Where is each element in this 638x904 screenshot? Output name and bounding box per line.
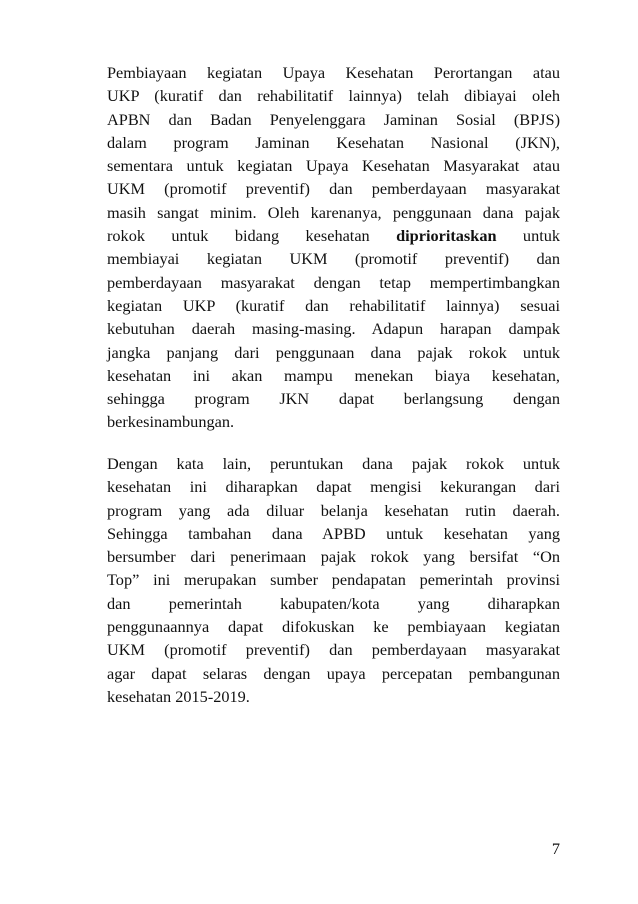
paragraph-2 <box>107 452 560 708</box>
text-line: membiayai kegiatan UKM (promotif preventif) dan <box>107 249 560 269</box>
text-line: APBN dan Badan Penyelenggara Jaminan Sosial (BPJS) <box>107 109 560 129</box>
paragraph-1 <box>107 61 560 434</box>
emphasized-word: diprioritaskan <box>396 226 497 246</box>
text-segment: untuk <box>522 226 561 246</box>
text-line: berkesinambungan. <box>107 412 235 432</box>
page-number: 7 <box>551 839 560 858</box>
text-line: Pembiayaan kegiatan Upaya Kesehatan Perortangan atau <box>107 63 560 82</box>
text-line-with-emphasis <box>107 224 560 247</box>
text-line: kesehatan ini akan mampu menekan biaya kesehatan, <box>107 365 560 385</box>
text-line: penggunaannya dapat difokuskan ke pembiayaan kegiatan <box>107 617 560 637</box>
text-line: jangka panjang dari penggunaan dana pajak rokok untuk <box>107 342 560 362</box>
text-line: masih sangat minim. Oleh karenanya, penggunaan dana pajak <box>107 202 560 222</box>
text-line: pemberdayaan masyarakat dengan tetap mempertimbangkan <box>107 272 560 292</box>
text-line: UKP (kuratif dan rehabilitatif lainnya) telah dibiayai oleh <box>107 86 560 106</box>
text-line: bersumber dari penerimaan pajak rokok yang bersifat “On <box>107 547 560 567</box>
text-line: UKM (promotif preventif) dan pemberdayaan masyarakat <box>107 640 560 660</box>
text-line: kesehatan ini diharapkan dapat mengisi kekurangan dari <box>107 477 560 497</box>
text-line: sehingga program JKN dapat berlangsung dengan <box>107 389 560 409</box>
text-line: Dengan kata lain, peruntukan dana pajak rokok untuk <box>107 454 560 473</box>
text-line: sementara untuk kegiatan Upaya Kesehatan Masyarakat atau <box>107 156 560 176</box>
text-segment: rokok untuk bidang kesehatan <box>107 226 370 246</box>
text-line: kegiatan UKP (kuratif dan rehabilitatif lainnya) sesuai <box>107 295 560 315</box>
text-line: dalam program Jaminan Kesehatan Nasional (JKN), <box>107 132 560 152</box>
text-line: Sehingga tambahan dana APBD untuk kesehatan yang <box>107 523 560 543</box>
text-line: UKM (promotif preventif) dan pemberdayaan masyarakat <box>107 179 560 199</box>
text-line: kebutuhan daerah masing-masing. Adapun harapan dampak <box>107 319 560 339</box>
text-line: kesehatan 2015-2019. <box>107 686 250 706</box>
text-line: Top” ini merupakan sumber pendapatan pemerintah provinsi <box>107 570 560 590</box>
text-line: agar dapat selaras dengan upaya percepatan pembangunan <box>107 663 560 683</box>
text-line: dan pemerintah kabupaten/kota yang diharapkan <box>107 593 560 613</box>
text-line: program yang ada diluar belanja kesehatan rutin daerah. <box>107 500 560 520</box>
